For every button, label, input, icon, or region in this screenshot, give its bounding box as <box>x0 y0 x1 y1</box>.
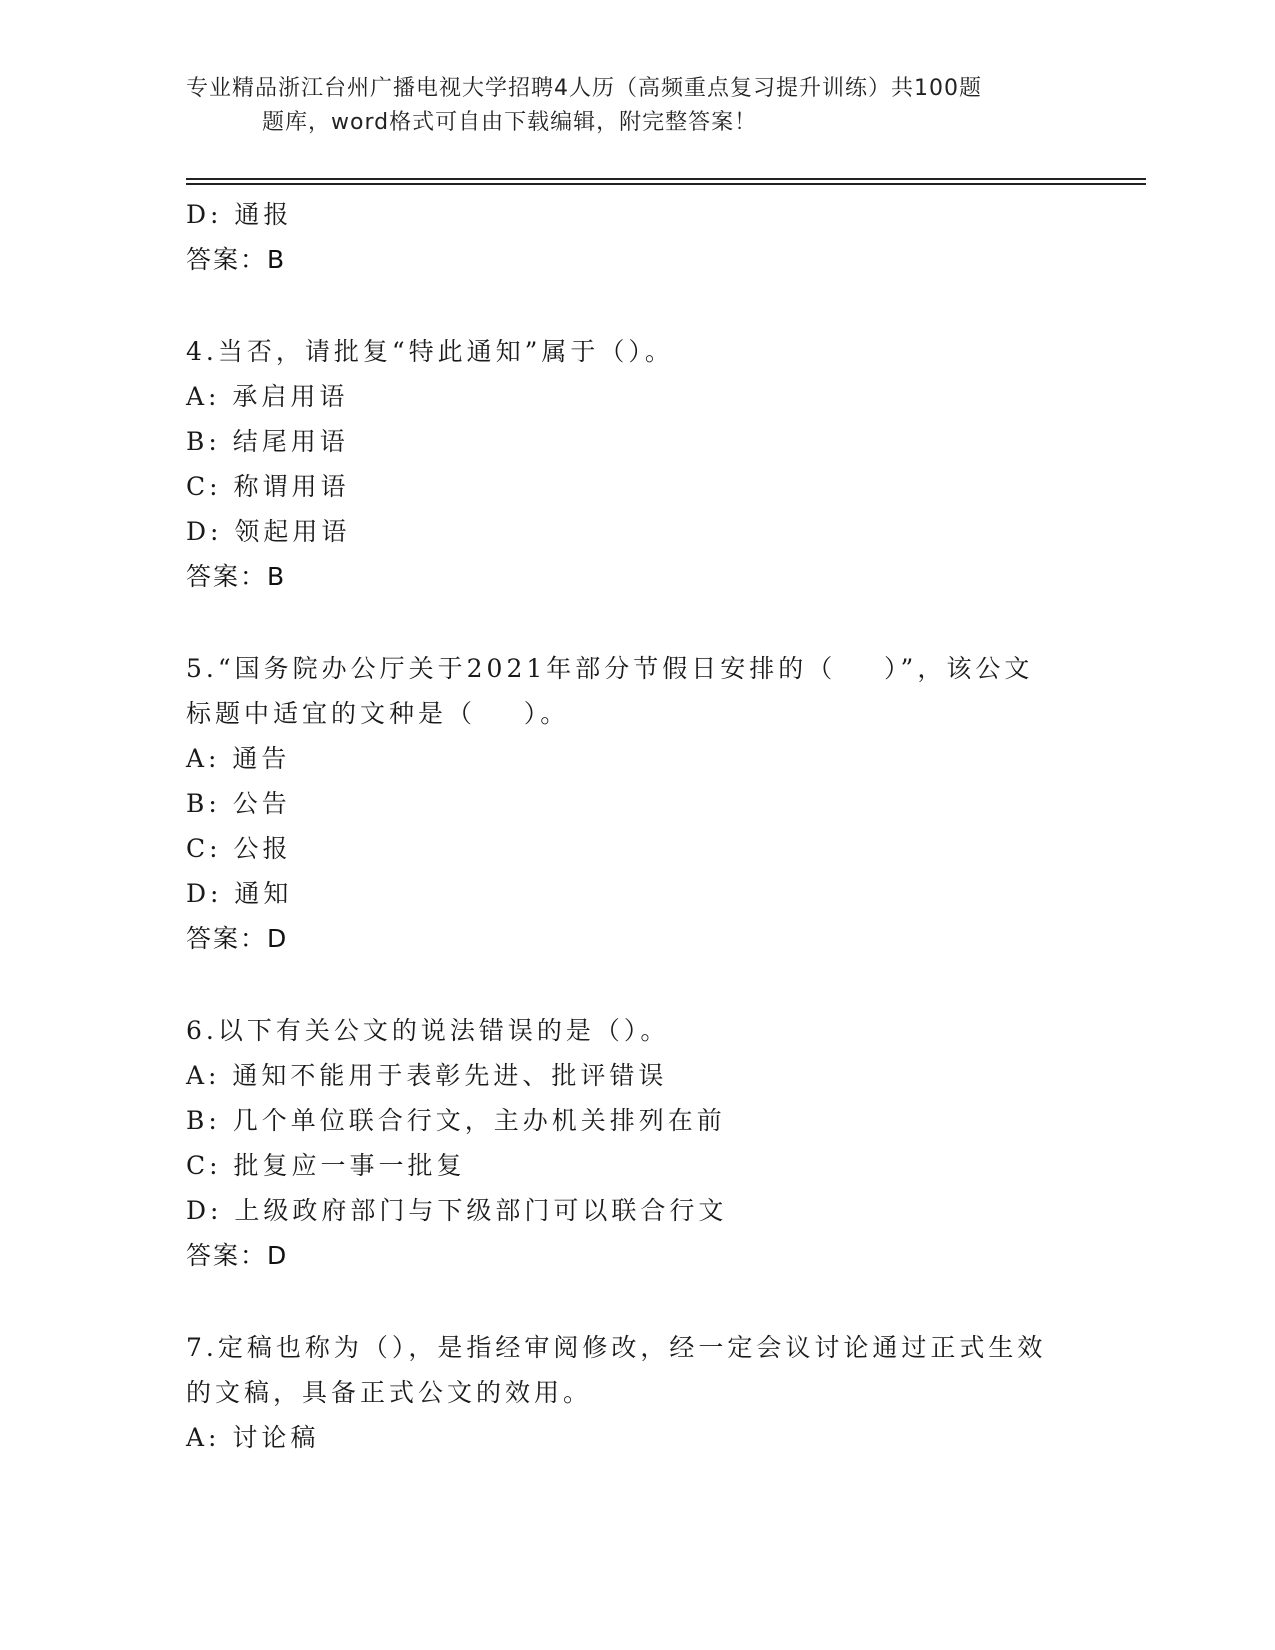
q6-option-b: B: 几个单位联合行文，主办机关排列在前 <box>186 1106 726 1135</box>
q6-option-c: C: 批复应一事一批复 <box>186 1151 466 1180</box>
q7-option-a: A: 讨论稿 <box>186 1423 320 1452</box>
question-content <box>186 192 1086 1460</box>
q4-stem: 4.当否，请批复“特此通知”属于（）。 <box>186 337 674 366</box>
q5-option-d: D: 通知 <box>186 879 293 908</box>
q3-answer: 答案：B <box>186 245 287 274</box>
q4-option-a: A: 承启用语 <box>186 382 349 411</box>
q5-option-b: B: 公告 <box>186 789 291 818</box>
q3-option-d: D: 通报 <box>186 200 293 229</box>
q6-option-d: D: 上级政府部门与下级部门可以联合行文 <box>186 1196 728 1225</box>
q5-stem-line1: 5.“国务院办公厅关于2021年部分节假日安排的（ ）”，该公文 <box>186 654 1034 683</box>
header-title-line1: 专业精品浙江台州广播电视大学招聘4人历（高频重点复习提升训练）共100题 <box>186 76 982 101</box>
q4-answer: 答案：B <box>186 562 287 591</box>
q6-answer: 答案：D <box>186 1241 289 1270</box>
q4-option-d: D: 领起用语 <box>186 517 351 546</box>
q6-option-a: A: 通知不能用于表彰先进、批评错误 <box>186 1061 668 1090</box>
q5-stem-line2: 标题中适宜的文种是（ ）。 <box>186 699 570 728</box>
header-title-line2: 题库，word格式可自由下载编辑，附完整答案！ <box>262 110 758 135</box>
q6-stem: 6.以下有关公文的说法错误的是（）。 <box>186 1016 670 1045</box>
q4-option-c: C: 称谓用语 <box>186 472 350 501</box>
header-divider-bottom <box>186 183 1146 185</box>
q7-stem-line2: 的文稿，具备正式公文的效用。 <box>186 1378 593 1407</box>
q7-stem-line1: 7.定稿也称为（），是指经审阅修改，经一定会议讨论通过正式生效 <box>186 1333 1047 1362</box>
q5-answer: 答案：D <box>186 924 289 953</box>
q5-option-a: A: 通告 <box>186 744 291 773</box>
q5-option-c: C: 公报 <box>186 834 292 863</box>
document-header <box>186 72 1086 140</box>
header-divider-top <box>186 178 1146 180</box>
q4-option-b: B: 结尾用语 <box>186 427 349 456</box>
